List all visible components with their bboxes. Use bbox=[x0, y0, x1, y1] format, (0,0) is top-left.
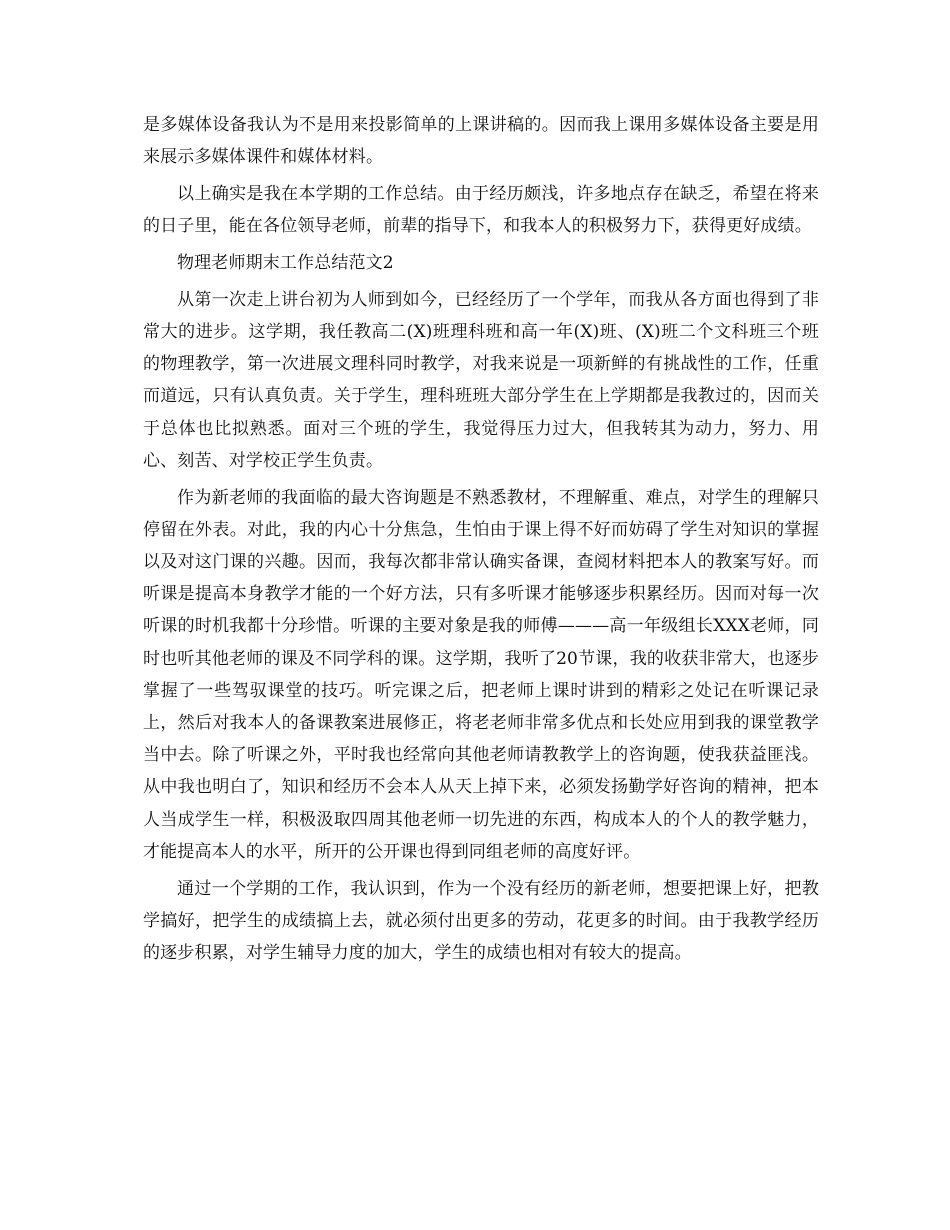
document-body bbox=[143, 109, 819, 974]
section-heading: 物理老师期末工作总结范文2 bbox=[177, 253, 394, 273]
paragraph-summary-closing: 以上确实是我在本学期的工作总结。由于经历颇浅，许多地点存在缺乏，希望在将来的日子里，能在各位领导老师，前辈的指导下，和我本人的积极努力下，获得更好成绩。 bbox=[143, 184, 819, 237]
paragraph-lesson-observation: 作为新老师的我面临的最大咨询题是不熟悉教材，不理解重、难点，对学生的理解只停留在外表。对此，我的内心十分焦急，生怕由于课上得不好而妨碍了学生对知识的掌握以及对这门课的兴趣。因而，我每次都非常认确实备课，查阅材料把本人的教案写好。而听课是提高本身教学才能的一个好方法，只有多听课才能够逐步积累经历。因而对每一次听课的时机我都十分珍惜。听课的主要对象是我的师傅———高一年级组长XXX老师，同时也听其他老师的课及不同学科的课。这学期，我听了20节课，我的收获非常大，也逐步掌握了一些驾驭课堂的技巧。听完课之后，把老师上课时讲到的精彩之处记在听课记录上，然后对我本人的备课教案进展修正，将老老师非常多优点和长处应用到我的课堂教学当中去。除了听课之外，平时我也经常向其他老师请教教学上的咨询题，使我获益匪浅。从中我也明白了，知识和经历不会本人从天上掉下来，必须发扬勤学好咨询的精神，把本人当成学生一样，积极汲取四周其他老师一切先进的东西，构成本人的个人的教学魅力，才能提高本人的水平，所开的公开课也得到同组老师的高度好评。 bbox=[143, 487, 819, 862]
paragraph-semester-reflection: 通过一个学期的工作，我认识到，作为一个没有经历的新老师，想要把课上好，把教学搞好，把学生的成绩搞上去，就必须付出更多的劳动，花更多的时间。由于我教学经历的逐步积累，对学生辅导力度的加大，学生的成绩也相对有较大的提高。 bbox=[143, 878, 819, 964]
paragraph-first-year-teaching: 从第一次走上讲台初为人师到如今，已经经历了一个学年，而我从各方面也得到了非常大的进步。这学期，我任教高二(X)班理科班和高一年(X)班、(X)班二个文科班三个班的物理教学，第一次进展文理科同时教学，对我来说是一项新鲜的有挑战性的工作，任重而道远，只有认真负责。关于学生，理科班班大部分学生在上学期都是我教过的，因而关于总体也比拟熟悉。面对三个班的学生，我觉得压力过大，但我转其为动力，努力、用心、刻苦、对学校正学生负责。 bbox=[143, 289, 819, 471]
paragraph-multimedia-usage: 是多媒体设备我认为不是用来投影简单的上课讲稿的。因而我上课用多媒体设备主要是用来展示多媒体课件和媒体材料。 bbox=[143, 115, 819, 168]
